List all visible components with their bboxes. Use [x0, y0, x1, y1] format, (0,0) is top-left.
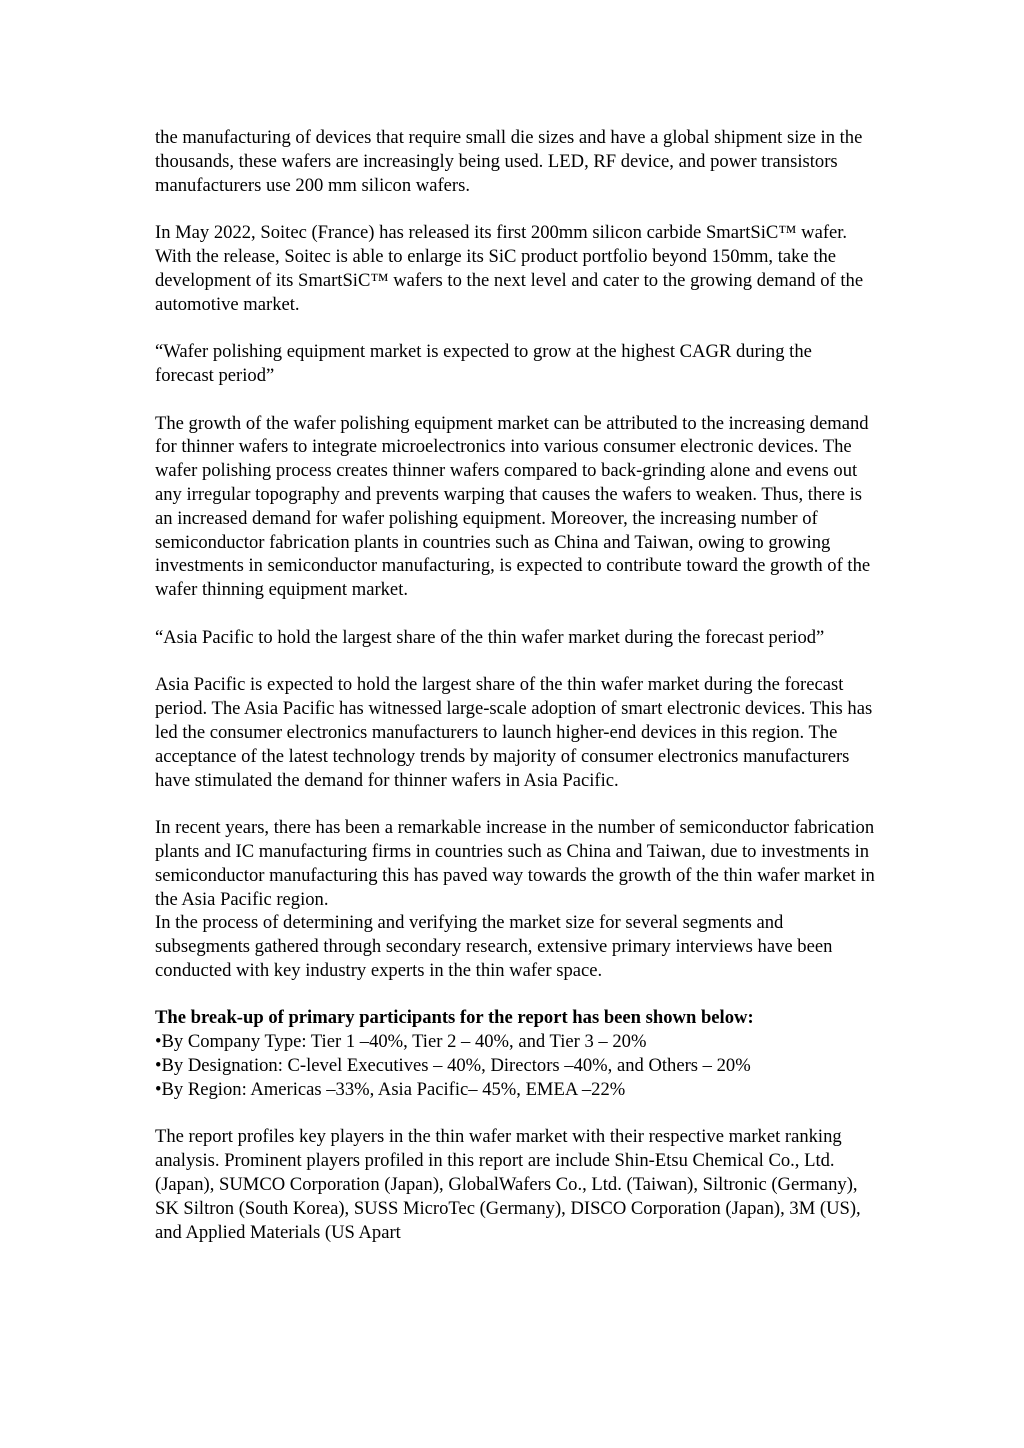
quote-asia-pacific: “Asia Pacific to hold the largest share of the thin wafer market during the forecast period” [155, 626, 825, 648]
breakup-heading: The break-up of primary participants for the report has been shown below: [155, 1007, 754, 1029]
paragraph-asia-pacific-share: Asia Pacific is expected to hold the largest share of the thin wafer market during the forecast period. The Asia Pacific has witnessed large-scale adoption of smart electronic devices. This has led the consumer electronics manufacturers to launch higher-end devices in this region. The acceptance of the latest technology trends by majority of consumer electronics manufacturers have stimulated the demand for thinner wafers in Asia Pacific. [155, 674, 873, 791]
document-page [155, 126, 875, 1268]
paragraph-200mm-wafers: the manufacturing of devices that require small die sizes and have a global shipment size in the thousands, these wafers are increasingly being used. LED, RF device, and power transistors manufacturers use 200 mm silicon wafers. [155, 127, 863, 196]
list-item: •By Company Type: Tier 1 –40%, Tier 2 – 40%, and Tier 3 – 20% [155, 1031, 647, 1053]
paragraph-recent-years: In recent years, there has been a remarkable increase in the number of semiconductor fabrication plants and IC manufacturing firms in countries such as China and Taiwan, due to investments in semiconductor manufacturing this has paved way towards the growth of the thin wafer market in the Asia Pacific region. [155, 817, 875, 910]
breakup-list [155, 1030, 875, 1101]
paragraph-key-players: The report profiles key players in the thin wafer market with their respective market ranking analysis. Prominent players profiled in this report are include Shin-Etsu Chemical Co., Ltd. (Japan), SUMCO Corporation (Japan), GlobalWafers Co., Ltd. (Taiwan), Siltronic (Germany), SK Siltron (South Korea), SUSS MicroTec (Germany), DISCO Corporation (Japan), 3M (US), and Applied Materials (US Apart [155, 1126, 861, 1243]
paragraph-market-size-process: In the process of determining and verifying the market size for several segments and subsegments gathered through secondary research, extensive primary interviews have been conducted with key industry experts in the thin wafer space. [155, 912, 833, 981]
paragraph-polishing-growth: The growth of the wafer polishing equipment market can be attributed to the increasing demand for thinner wafers to integrate microelectronics into various consumer electronic devices. The wafer polishing process creates thinner wafers compared to back-grinding alone and evens out any irregular topography and prevents warping that causes the wafers to weaken. Thus, there is an increased demand for wafer polishing equipment. Moreover, the increasing number of semiconductor fabrication plants in countries such as China and Taiwan, owing to growing investments in semiconductor manufacturing, is expected to contribute toward the growth of the wafer thinning equipment market. [155, 412, 871, 601]
paragraph-soitec-release: In May 2022, Soitec (France) has released its first 200mm silicon carbide SmartSiC™ wafer. With the release, Soitec is able to enlarge its SiC product portfolio beyond 150mm, take the development of its SmartSiC™ wafers to the next level and cater to the growing demand of the automotive market. [155, 222, 864, 315]
list-item: •By Region: Americas –33%, Asia Pacific– 45%, EMEA –22% [155, 1078, 626, 1100]
list-item: •By Designation: C-level Executives – 40%, Directors –40%, and Others – 20% [155, 1055, 751, 1077]
quote-wafer-polishing: “Wafer polishing equipment market is expected to grow at the highest CAGR during the forecast period” [155, 341, 812, 386]
